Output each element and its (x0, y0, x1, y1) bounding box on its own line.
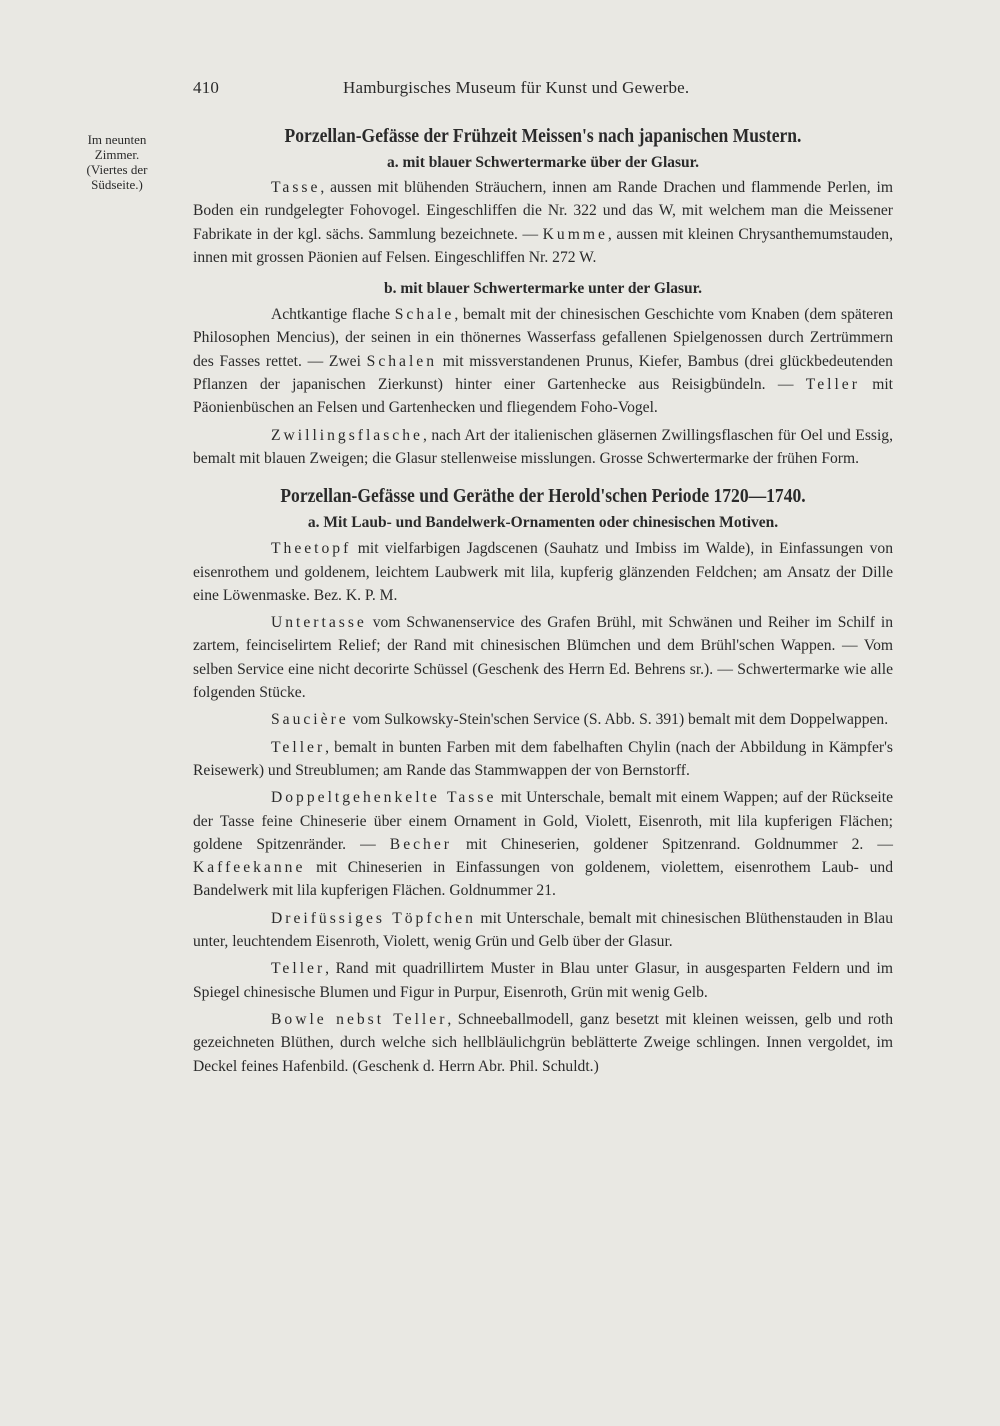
margin-note-line: Im neunten (87, 132, 147, 147)
catalog-entry (193, 907, 893, 954)
entry-text: mit Chineserien, goldener Spitzenrand. Goldnummer 2. — (451, 835, 893, 853)
subsection-heading: a. mit blauer Schwertermarke über der Glasur. (387, 154, 699, 171)
catalog-entry (193, 708, 893, 731)
item-term: Doppeltgehenkelte Tasse (271, 789, 497, 807)
entry-text: Achtkantige flache (271, 306, 395, 324)
page-header (193, 78, 893, 104)
margin-note-line: Südseite.) (91, 177, 143, 192)
entry-text: , aussen mit kleinen Chrysanthemumstauden, innen mit grossen Päonien auf Felsen. Eingeschliffen Nr. 272 W. (193, 225, 893, 266)
entry-text: mit Chineserien in Einfassungen von goldenem, violettem, eisenrothem Laub- und Bandelwerk mit lila kupferigen Flächen. Goldnummer 21. (193, 859, 893, 900)
item-term: Teller (271, 960, 326, 978)
section-heading: Porzellan-Gefässe und Geräthe der Herold'schen Periode 1720—1740. (280, 486, 806, 508)
item-term: Zwillingsflasche (271, 426, 423, 444)
margin-note-line: (Viertes der (86, 162, 148, 177)
item-term: Tasse (271, 179, 321, 196)
entry-text: mit Unterschale, bemalt mit chinesischen Blüthenstauden in Blau unter, leuchtendem Eisenroth, Violett, wenig Grün und Gelb über der Glasur. (193, 909, 893, 951)
section-heading: Porzellan-Gefässe der Frühzeit Meissen's nach japanischen Mustern. (284, 126, 802, 147)
entry-text: vom Schwanenservice des Grafen Brühl, mit Schwänen und Reiher im Schilf in zartem, feinciselirtem Relief; der Rand mit chinesischen Blümchen und dem Brühl'schen Wappen. — Vom selben Service eine nicht decorirte Schüssel (Geschenk des Herrn Ed. Behrens sr.). — Schwertermarke wie alle folgenden Stücke. (193, 614, 893, 702)
item-term: Theetopf (271, 540, 352, 558)
margin-note-line: Zimmer. (94, 147, 140, 162)
catalog-entry (193, 786, 893, 902)
running-title: Hamburgisches Museum für Kunst und Gewerbe. (343, 78, 690, 97)
entry-text: , Schneeballmodell, ganz besetzt mit kleinen weissen, gelb und roth gezeichneten Blüthen, durch welche sich hellbläulichgrün beblätterte Zweige schlingen. Innen vergoldet, im Deckel feines Hafenbild. (Geschenk d. Herrn Abr. Phil. Schuldt.) (193, 1010, 894, 1075)
catalog-entry (193, 537, 893, 607)
entry-text: , bemalt mit der chinesischen Geschichte vom Knaben (dem späteren Philosophen Mencius), der seinen in ein thönernes Wasserfass gefallenen Spielgenossen durch Zertrümmern des Fasses rettet. — Zwei (193, 306, 894, 370)
item-term: Bowle nebst Teller (271, 1010, 448, 1028)
catalog-entry (193, 176, 893, 269)
item-term: Schale (394, 306, 455, 324)
entry-text: vom Sulkowsky-Stein'schen Service (S. Abb. S. 391) bemalt mit dem Doppelwappen. (348, 711, 889, 729)
entry-text: mit Unterschale, bemalt mit einem Wappen; auf der Rückseite der Tasse feine Chineserie über einem Ornament in Gold, Violett, Eisenroth, mit lila kupferigen Flächen; goldene Spitzenränder. — (193, 789, 894, 853)
page-content (193, 118, 893, 1082)
entry-text: , Rand mit quadrillirtem Muster in Blau unter Glasur, in ausgesparten Feldern und im Spiegel chinesische Blumen und Figur in Purpur, Eisenroth, Grün mit wenig Gelb. (193, 960, 893, 1001)
item-term: Teller (805, 376, 860, 394)
item-term: Kumme (542, 225, 608, 243)
item-term: Untertasse (271, 614, 367, 632)
subsection-heading: b. mit blauer Schwertermarke unter der Glasur. (383, 280, 702, 298)
entry-text: mit vielfarbigen Jagdscenen (Sauhatz und Imbiss im Walde), in Einfassungen von eisenrothem und goldenem, leichtem Laubwerk mit lila, kupferig glänzenden Feldchen; am Ansatz der Dille eine Löwenmaske. Bez. K. P. M. (193, 540, 893, 604)
item-term: Saucière (271, 711, 349, 729)
catalog-entry (193, 1008, 893, 1078)
catalog-entry (193, 611, 893, 704)
catalog-entry (193, 424, 893, 471)
item-term: Dreifüssiges Töpfchen (271, 909, 476, 927)
item-term: Schalen (366, 352, 438, 370)
entry-text: , aussen mit blühenden Sträuchern, innen am Rande Drachen und flammende Perlen, im Boden ein rundgelegter Fohovogel. Eingeschliffen die Nr. 322 und das W, mit welchem man die Meissener Fabrikate in der kgl. sächs. Sammlung bezeichnete. — (193, 179, 893, 243)
item-term: Teller (271, 738, 326, 756)
margin-note (62, 132, 172, 192)
entry-text: , nach Art der italienischen gläsernen Zwillingsflaschen für Oel und Essig, bemalt mit blauen Zweigen; die Glasur stellenweise misslungen. Grosse Schwertermarke der frühen Form. (193, 426, 893, 467)
item-term: Becher (389, 835, 452, 853)
item-term: Kaffeekanne (193, 859, 306, 877)
catalog-entry (193, 303, 893, 419)
catalog-entry (193, 957, 893, 1004)
entry-text: mit Päonienbüschen an Felsen und Gartenhecken und fliegendem Foho-Vogel. (193, 376, 894, 417)
page-number: 410 (193, 78, 220, 97)
subsection-heading: a. Mit Laub- und Bandelwerk-Ornamenten oder chinesischen Motiven. (307, 514, 779, 532)
entry-text: , bemalt in bunten Farben mit dem fabelhaften Chylin (nach der Abbildung in Kämpfer's Reisewerk) und Streublumen; am Rande das Stammwappen der von Bernstorff. (193, 738, 893, 779)
entry-text: mit missverstandenen Prunus, Kiefer, Bambus (drei glückbedeutenden Pflanzen der japanischen Zierkunst) hinter einer Gartenhecke aus Reisigbündeln. — (193, 352, 893, 394)
catalog-entry (193, 736, 893, 783)
